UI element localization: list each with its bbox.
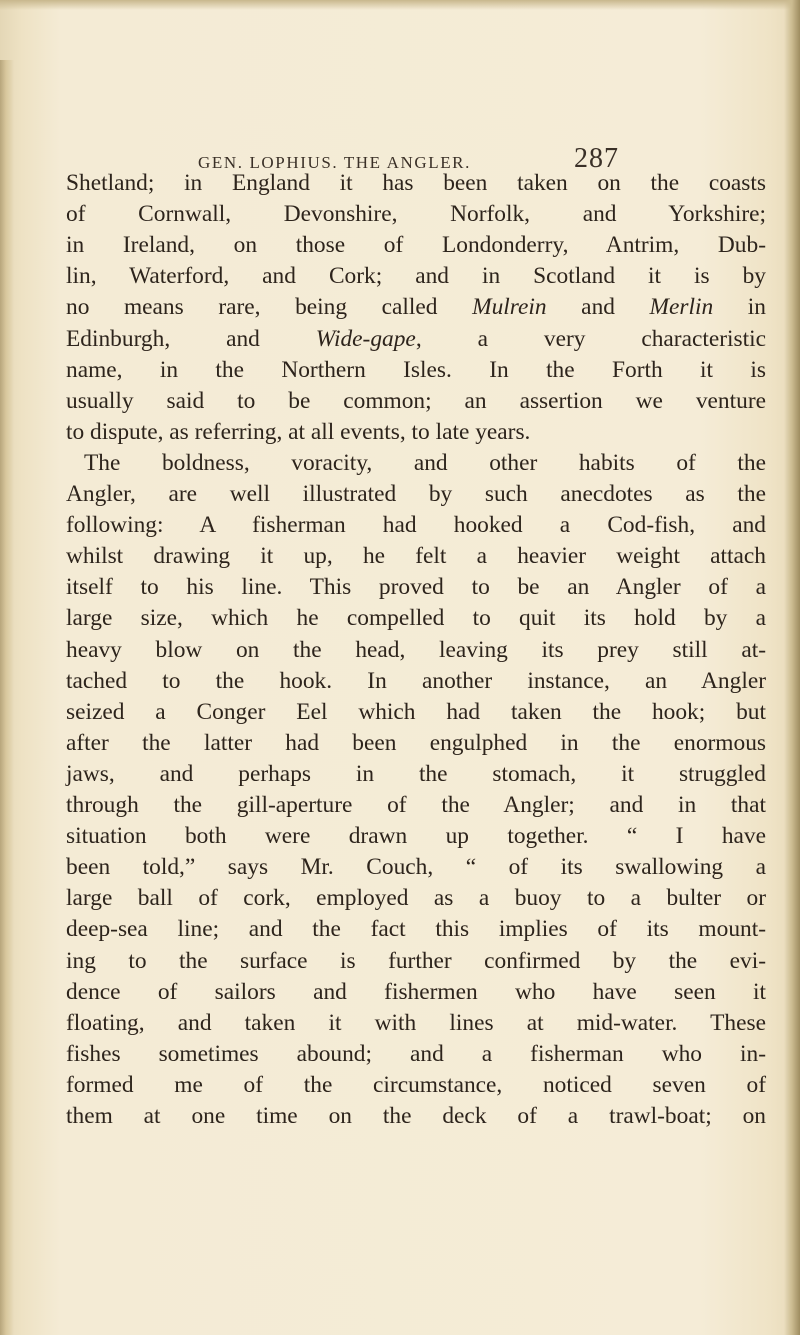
text-line — [66, 883, 766, 914]
text-run: large size, which he compelled to quit its hold by a — [66, 605, 766, 632]
text-line — [66, 510, 766, 541]
text-line — [66, 1070, 766, 1101]
text-run: after the latter had been engulphed in the enormous — [66, 729, 766, 756]
text-run: fishes sometimes abound; and a fisherman who in- — [66, 1040, 766, 1067]
running-head: GEN. LOPHIUS. THE ANGLER. — [198, 153, 471, 172]
text-line — [66, 1101, 766, 1132]
text-run: itself to his line. This proved to be an Angler of a — [66, 574, 766, 601]
text-run: to dispute, as referring, at all events, to late years. — [66, 418, 531, 445]
text-run: The boldness, voracity, and other habits of the — [84, 449, 766, 476]
text-line — [84, 448, 766, 479]
text-line — [66, 261, 766, 292]
text-line — [66, 324, 766, 355]
text-run: ing to the surface is further confirmed by the evi- — [66, 947, 766, 974]
page-gutter-shadow — [0, 60, 14, 1335]
text-line — [66, 852, 766, 883]
text-line — [66, 666, 766, 697]
text-run: heavy blow on the head, leaving its prey still at- — [66, 636, 766, 663]
text-run: following: A fisherman had hooked a Cod-fish, and — [66, 512, 766, 539]
text-run: of Cornwall, Devonshire, Norfolk, and Yorkshire; — [66, 201, 766, 228]
text-run: Shetland; in England it has been taken on the coasts — [66, 170, 766, 196]
text-run: jaws, and perhaps in the stomach, it struggled — [66, 760, 766, 787]
text-run: Angler, are well illustrated by such anecdotes as the — [66, 481, 766, 507]
text-line — [66, 977, 766, 1008]
text-run: floating, and taken it with lines at mid-water. These — [66, 1009, 766, 1036]
text-line — [66, 417, 530, 448]
text-line — [66, 572, 766, 603]
text-line — [66, 946, 766, 977]
text-run: name, in the Northern Isles. In the Forth it is — [66, 356, 766, 383]
text-line — [66, 355, 766, 386]
text-line — [66, 790, 766, 821]
text-run: usually said to be common; an assertion we venture — [66, 387, 766, 414]
text-run: lin, Waterford, and Cork; and in Scotland it is by — [66, 263, 766, 290]
page-top-shadow — [0, 0, 800, 10]
text-line — [66, 914, 766, 945]
text-line — [66, 199, 766, 230]
italic-term: Wide-gape — [315, 325, 416, 352]
text-run: no means rare, being called — [66, 294, 473, 321]
text-run: in — [713, 294, 767, 321]
text-line — [66, 821, 766, 852]
text-line — [66, 635, 766, 666]
text-run: , a very characteristic — [415, 325, 767, 352]
text-line — [66, 479, 766, 510]
text-run: Edinburgh, and — [66, 325, 316, 352]
italic-term: Merlin — [649, 294, 714, 321]
text-line — [66, 230, 766, 261]
text-run: through the gill-aperture of the Angler; and in that — [66, 792, 766, 818]
text-run: formed me of the circumstance, noticed seven of — [66, 1071, 766, 1098]
text-run: dence of sailors and fishermen who have seen it — [66, 978, 766, 1005]
text-line — [66, 1039, 766, 1070]
text-run: seized a Conger Eel which had taken the hook; but — [66, 698, 766, 725]
text-run: them at one time on the deck of a trawl-boat; on — [66, 1103, 766, 1129]
page-edge-shadow — [784, 0, 800, 1335]
italic-term: Mulrein — [472, 294, 547, 321]
text-run: tached to the hook. In another instance, an Angler — [66, 667, 766, 694]
text-run: been told,” says Mr. Couch, “ of its swallowing a — [66, 854, 766, 881]
text-line — [66, 386, 766, 417]
text-run: large ball of cork, employed as a buoy to a bulter or — [66, 885, 766, 912]
text-run: situation both were drawn up together. “ I have — [66, 823, 766, 850]
text-line — [66, 292, 766, 323]
text-run: in Ireland, on those of Londonderry, Antrim, Dub- — [66, 232, 766, 259]
text-run: deep-sea line; and the fact this implies of its mount- — [66, 916, 766, 943]
text-line — [66, 541, 766, 572]
text-line — [66, 1008, 766, 1039]
text-run: and — [546, 294, 650, 321]
text-line — [66, 603, 766, 634]
text-line — [66, 697, 766, 728]
page-number: 287 — [574, 143, 619, 174]
text-run: whilst drawing it up, he felt a heavier weight attach — [66, 543, 766, 570]
text-line — [66, 728, 766, 759]
text-line — [66, 759, 766, 790]
text-line — [66, 168, 766, 199]
